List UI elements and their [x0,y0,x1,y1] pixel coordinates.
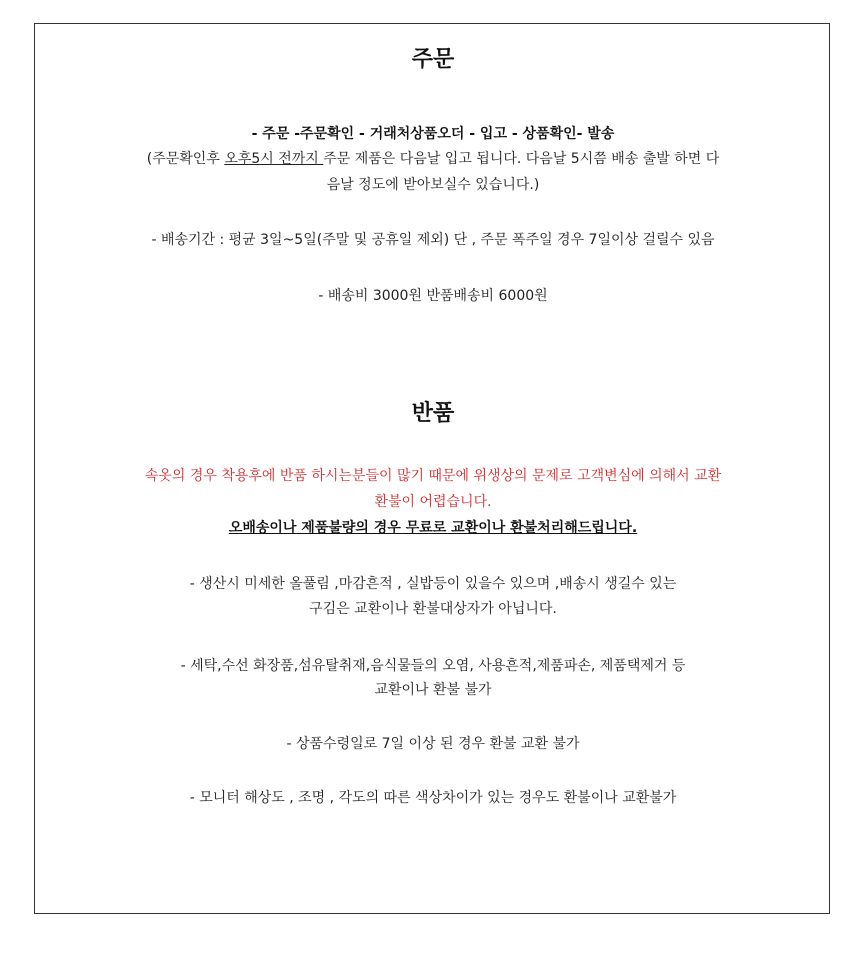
rule-4: - 모니터 해상도 , 조명 , 각도의 따른 색상차이가 있는 경우도 환불이나 교환불가 [189,790,677,806]
order-note-line2: 음날 정도에 받아보실수 있습니다.) [326,177,540,193]
shipping-period: - 배송기간 : 평균 3일~5일(주말 및 공휴일 제외) 단 , 주문 폭주일 경우 7일이상 걸릴수 있음 [151,232,715,248]
rule-3: - 상품수령일로 7일 이상 된 경우 환불 교환 불가 [286,736,580,752]
defect-notice: 오배송이나 제품불량의 경우 무료로 교환이나 환불처리해드립니다. [228,520,638,536]
policy-frame [34,23,830,914]
shipping-fee: - 배송비 3000원 반품배송비 6000원 [318,288,548,304]
returns-title: 반품 [411,401,455,426]
order-steps: - 주문 -주문확인 - 거래처상품오더 - 입고 - 상품확인- 발송 [251,126,615,142]
order-note-line1 [35,149,831,169]
order-title: 주문 [411,47,455,72]
rule-1-line2: 구김은 교환이나 환불대상자가 아닙니다. [309,601,557,617]
returns-warning-line1: 속옷의 경우 착용후에 반품 하시는분들이 많기 때문에 위생상의 문제로 고객변심에 의해서 교환 [144,468,722,484]
order-note-prefix: (주문확인후 [146,151,225,167]
rule-2-line2: 교환이나 환불 불가 [374,682,492,698]
order-note-suffix: 주문 제품은 다음날 입고 됩니다. 다음날 5시쯤 배송 출발 하면 다 [323,151,720,167]
returns-warning-line2: 환불이 어렵습니다. [374,494,492,510]
order-note-deadline: 오후5시 전까지 [224,151,324,167]
rule-2-line1: - 세탁,수선 화장품,섬유탈취재,음식물들의 오염, 사용흔적,제품파손, 제품택제거 등 [180,658,686,674]
rule-1-line1: - 생산시 미세한 올풀림 ,마감흔적 , 실밥등이 있을수 있으며 ,배송시 생길수 있는 [189,576,677,592]
